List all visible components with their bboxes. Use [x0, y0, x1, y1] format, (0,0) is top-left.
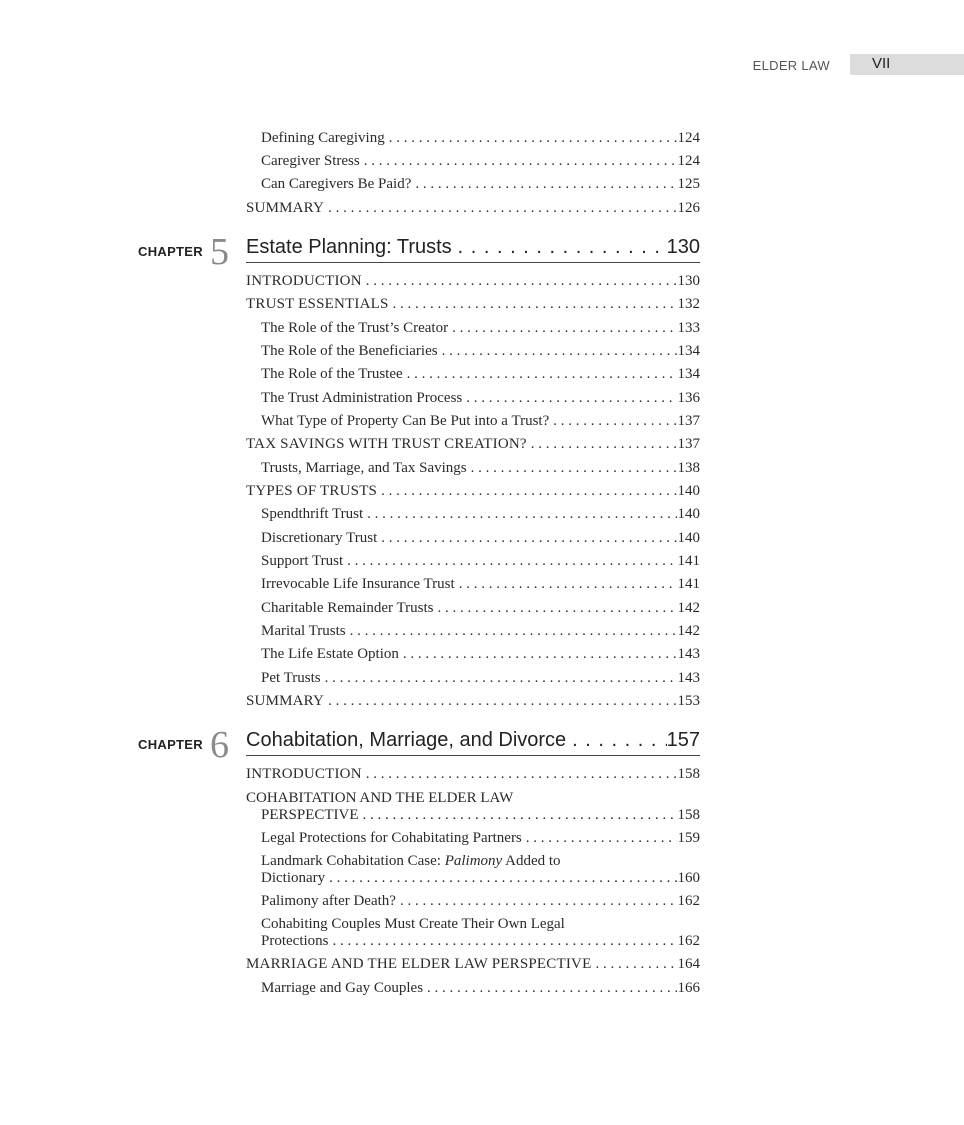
toc-entry-page: 142: [677, 623, 700, 639]
toc-entry-page: 126: [677, 200, 700, 216]
toc-entry-page: 143: [677, 646, 700, 662]
toc-entry-title: TRUST ESSENTIALS: [246, 296, 389, 312]
toc-entry[interactable]: [261, 530, 700, 547]
toc-entry-page: 125: [677, 176, 700, 192]
toc-entry-title: TYPES OF TRUSTS: [246, 483, 378, 499]
toc-entry-page: 137: [677, 413, 700, 429]
toc-entry-page: 138: [677, 460, 700, 476]
toc-entry-title-line1: Cohabiting Couples Must Create Their Own Legal: [261, 916, 565, 932]
toc-entry[interactable]: [261, 413, 700, 430]
toc-entry-title: The Role of the Trust’s Creator: [261, 320, 449, 336]
toc-entry[interactable]: [261, 390, 700, 407]
chapter-title: Cohabitation, Marriage, and Divorce: [246, 729, 567, 751]
toc-entry-page: 124: [677, 130, 700, 146]
toc-entry[interactable]: [261, 366, 700, 383]
toc-entry-page: 133: [677, 320, 700, 336]
toc-entry-page: 140: [677, 506, 700, 522]
toc-entry[interactable]: [246, 273, 700, 290]
toc-entry[interactable]: [261, 176, 700, 193]
toc-entry[interactable]: [261, 343, 700, 360]
page-number: VII: [872, 55, 891, 72]
toc-entry-page: 141: [677, 553, 700, 569]
toc-entry-page: 162: [677, 893, 700, 909]
toc-entry-title-line2: Protections: [261, 933, 329, 949]
toc-entry-page: 134: [677, 343, 700, 359]
toc-entry-page: 124: [677, 153, 700, 169]
toc-entry-page: 164: [677, 956, 700, 972]
toc-entry[interactable]: [246, 693, 700, 710]
toc-entry[interactable]: [261, 600, 700, 617]
toc-entry-page: 142: [677, 600, 700, 616]
chapter-6-heading[interactable]: [138, 724, 700, 766]
toc-entry-page: 166: [677, 980, 700, 996]
chapter-page: 130: [666, 236, 700, 258]
toc-entry-page: 141: [677, 576, 700, 592]
toc-entry[interactable]: [261, 646, 700, 663]
toc-entry[interactable]: [261, 893, 700, 910]
toc-entry[interactable]: [261, 320, 700, 337]
toc-entry-title: INTRODUCTION: [246, 766, 362, 782]
toc-entry-title: Marital Trusts: [261, 623, 346, 639]
toc-entry-page: 159: [677, 830, 700, 846]
toc-entry-page: 137: [677, 436, 700, 452]
toc-entry-title: Marriage and Gay Couples: [261, 980, 424, 996]
chapter-title-line: [246, 729, 700, 756]
toc-entry-title: The Trust Administration Process: [261, 390, 463, 406]
toc-entry-title-emphasis: Palimony: [444, 853, 503, 869]
toc-entry-title: Defining Caregiving: [261, 130, 385, 146]
chapter-title-line: [246, 236, 700, 263]
toc-entry-title: Legal Protections for Cohabitating Partners: [261, 830, 522, 846]
toc-entry-title: Caregiver Stress: [261, 153, 360, 169]
running-head: [0, 54, 964, 76]
toc-entry[interactable]: [261, 916, 700, 950]
toc-entry[interactable]: [246, 200, 700, 217]
toc-entry[interactable]: [246, 790, 700, 824]
toc-entry-page: 143: [677, 670, 700, 686]
toc-entry-title: Irrevocable Life Insurance Trust: [261, 576, 455, 592]
toc-entry-page: 158: [677, 807, 700, 823]
toc-entry-title: The Life Estate Option: [261, 646, 399, 662]
toc-entry-title: Can Caregivers Be Paid?: [261, 176, 412, 192]
toc-entry-title-line1: COHABITATION AND THE ELDER LAW: [246, 790, 514, 806]
toc-entry-title: Charitable Remainder Trusts: [261, 600, 434, 616]
toc-entry-title: Discretionary Trust: [261, 530, 378, 546]
toc-entry[interactable]: [261, 506, 700, 523]
toc-entry-title: INTRODUCTION: [246, 273, 362, 289]
toc-entry-title: Support Trust: [261, 553, 344, 569]
toc-entry-page: 162: [677, 933, 700, 949]
toc-entry-title: TAX SAVINGS WITH TRUST CREATION?: [246, 436, 527, 452]
toc-entry[interactable]: [261, 830, 700, 847]
toc-entry-title: The Role of the Trustee: [261, 366, 403, 382]
toc-entry[interactable]: [246, 436, 700, 453]
toc-entry-page: 136: [677, 390, 700, 406]
toc-entry[interactable]: [246, 766, 700, 783]
toc-entry[interactable]: [261, 670, 700, 687]
toc-entry-page: 134: [677, 366, 700, 382]
chapter-title: Estate Planning: Trusts: [246, 236, 452, 258]
chapter-label: CHAPTER: [138, 244, 203, 259]
toc-entry-page: 160: [677, 870, 700, 886]
toc-entry-title: Trusts, Marriage, and Tax Savings: [261, 460, 467, 476]
toc-entry[interactable]: [261, 553, 700, 570]
toc-entry-page: 158: [677, 766, 700, 782]
chapter-label: CHAPTER: [138, 737, 203, 752]
toc-entry[interactable]: [261, 153, 700, 170]
page-number-tab: [850, 54, 964, 75]
toc-entry[interactable]: [261, 853, 700, 887]
toc-entry-page: 130: [677, 273, 700, 289]
toc-entry[interactable]: [261, 130, 700, 147]
toc-entry-title: Palimony after Death?: [261, 893, 396, 909]
chapter-number: 6: [210, 724, 229, 766]
toc-entry-title: The Role of the Beneficiaries: [261, 343, 438, 359]
chapter-5-heading[interactable]: [138, 231, 700, 273]
toc-entry-page: 140: [677, 483, 700, 499]
toc-entry-title: Spendthrift Trust: [261, 506, 364, 522]
toc-entry-title-line1-end: Added to: [502, 853, 561, 869]
toc-entry[interactable]: [246, 483, 700, 500]
toc-entry-page: 140: [677, 530, 700, 546]
toc-entry-title-line2: PERSPECTIVE: [261, 807, 359, 823]
toc-entry-title-line1: Landmark Cohabitation Case:: [261, 853, 445, 869]
toc-entry-title: SUMMARY: [246, 200, 325, 216]
toc-entry-title: SUMMARY: [246, 693, 325, 709]
toc-entry-page: 153: [677, 693, 700, 709]
toc-entry-title: Pet Trusts: [261, 670, 321, 686]
toc-entry[interactable]: [261, 460, 700, 477]
toc-entry-title-line2: Dictionary: [261, 870, 326, 886]
toc-entry[interactable]: [261, 576, 700, 593]
chapter-page: 157: [666, 729, 700, 751]
toc-entry[interactable]: [261, 623, 700, 640]
toc-entry-page: 132: [677, 296, 700, 312]
toc-entry[interactable]: [261, 980, 700, 997]
toc-entry-title: MARRIAGE AND THE ELDER LAW PERSPECTIVE: [246, 956, 592, 972]
running-head-title: ELDER LAW: [752, 58, 830, 73]
toc-entry-title: What Type of Property Can Be Put into a Trust?: [261, 413, 550, 429]
toc-entry[interactable]: [246, 296, 700, 313]
toc-entry[interactable]: [246, 956, 700, 973]
chapter-number: 5: [210, 231, 229, 273]
